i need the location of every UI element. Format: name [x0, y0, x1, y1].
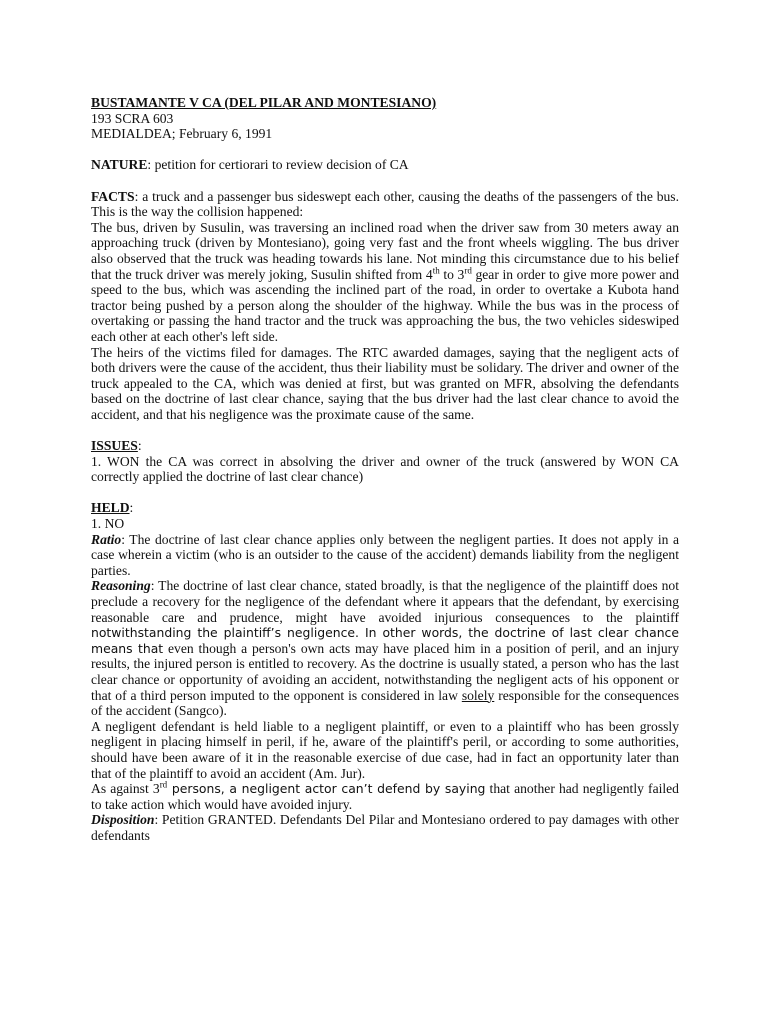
third-text-b: persons, a negligent actor can’t defend by saying: [167, 781, 486, 797]
facts-text-b: to 3: [439, 266, 465, 282]
reasoning-underlined-solely: solely: [461, 687, 495, 703]
reasoning-text-a: : The doctrine of last clear chance, stated broadly, is that the negligence of the plaintiff does not preclude a recovery for the negligence of the defendant where it appears that the defendant, by exercising reasonable care and prudence, might have avoided injurious consequences to the plaintiff: [91, 578, 679, 625]
ratio-label: Ratio: [91, 531, 122, 547]
facts-intro: [91, 189, 679, 220]
third-text-a: As against 3: [91, 781, 160, 797]
held-label: HELD: [91, 500, 130, 516]
issue-item-1: 1. WON the CA was correct in absolving the driver and owner of the truck (answered by WON CA correctly applied the doctrine of last clear chance): [91, 453, 679, 485]
spacer: [91, 485, 679, 501]
facts-text: : a truck and a passenger bus sideswept each other, causing the deaths of the passengers of the bus. This is the way the collision happened:: [91, 188, 679, 220]
issues-label: ISSUES: [91, 438, 138, 454]
reasoning-text-b: notwithstanding the plaintiff’s negligence. In other words, the doctrine of last clear chance means that: [91, 625, 679, 656]
case-title: BUSTAMANTE V CA (DEL PILAR AND MONTESIANO): [91, 95, 437, 110]
facts-label: FACTS: [91, 188, 135, 204]
facts-collision-paragraph: [91, 220, 679, 345]
nature-text: : petition for certiorari to review decision of CA: [147, 157, 409, 173]
superscript-rd: rd: [464, 265, 472, 275]
third-persons-paragraph: [91, 781, 679, 812]
superscript-rd: rd: [159, 779, 168, 790]
reasoning-text-d: responsible for the consequences of the accident (Sangco).: [91, 687, 679, 719]
citation: 193 SCRA 603: [91, 110, 174, 126]
negligent-defendant-paragraph: A negligent defendant is held liable to a negligent plaintiff, or even to a plaintiff who has been grossly negligent in placing himself in peril, if he, aware of the plaintiff's peril, or according to some authorities, should have been aware of it in the reasonable exercise of due case, had in fact an opportunity later than that of the plaintiff to avoid an accident (Am. Jur).: [91, 718, 679, 781]
facts-text-a: The bus, driven by Susulin, was traversing an inclined road when the driver saw from 30 meters away an approaching truck (driven by Montesiano), going very fast and the front wheels wiggling. The bus driver also observed that the truck was heading towards his lane. Not minding this circumstance due to his belief that the truck driver was merely joking, Susulin shifted from 4: [91, 219, 679, 282]
nature-label: NATURE: [91, 157, 148, 173]
reasoning-text-c: even though a person's own acts may have placed him in a position of peril, and an injury results, the injured person is entitled to recovery. As the doctrine is usually stated, a person who has the last clear chance or opportunity of avoiding an accident, notwithstanding the negligent acts of his opponent or that of a third person imputed to the opponent is considered in law: [91, 640, 679, 703]
disposition-label: Disposition: [91, 812, 155, 828]
facts-text-c: gear in order to give more power and speed to the bus, which was ascending the inclined part of the road, in order to overtake a Kubota hand tractor being pushed by a person along the shoulder of the highway. While the bus was in the process of overtaking or passing the hand tractor and the truck was approaching the bus, the two vehicles sideswiped each other at each other's left side.: [91, 266, 679, 344]
issues-colon: :: [137, 438, 142, 454]
third-text-c: that another had negligently failed to take action which would have avoided injury.: [91, 781, 679, 812]
disposition-text: : Petition GRANTED. Defendants Del Pilar and Montesiano ordered to pay damages with other defendants: [91, 812, 679, 843]
held-answer: 1. NO: [91, 516, 125, 532]
held-heading: [91, 500, 679, 516]
issues-heading: [91, 438, 679, 454]
spacer: [91, 173, 679, 189]
ponente-date: MEDIALDEA; February 6, 1991: [91, 126, 273, 142]
spacer: [91, 142, 679, 158]
ratio-text: : The doctrine of last clear chance applies only between the negligent parties. It does not apply in a case wherein a victim (who is an outsider to the cause of the accident) demands liability from the negligent parties.: [91, 531, 679, 578]
held-colon: :: [129, 500, 134, 516]
superscript-th: th: [432, 265, 440, 275]
spacer: [91, 422, 679, 438]
ratio-paragraph: [91, 532, 679, 579]
reasoning-paragraph: [91, 578, 679, 718]
disposition-paragraph: [91, 812, 679, 843]
facts-procedural-paragraph: The heirs of the victims filed for damages. The RTC awarded damages, saying that the negligent acts of both drivers were the cause of the accident, thus their liability must be solidary. The driver and owner of the truck appealed to the CA, which was denied at first, but was granted on MFR, absolving the defendants based on the doctrine of last clear chance, saying that the bus driver had the last clear chance to avoid the accident, and that his negligence was the proximate cause of the same.: [91, 344, 679, 422]
case-digest: [91, 95, 679, 844]
reasoning-label: Reasoning: [91, 578, 151, 594]
nature-section: [91, 157, 679, 173]
